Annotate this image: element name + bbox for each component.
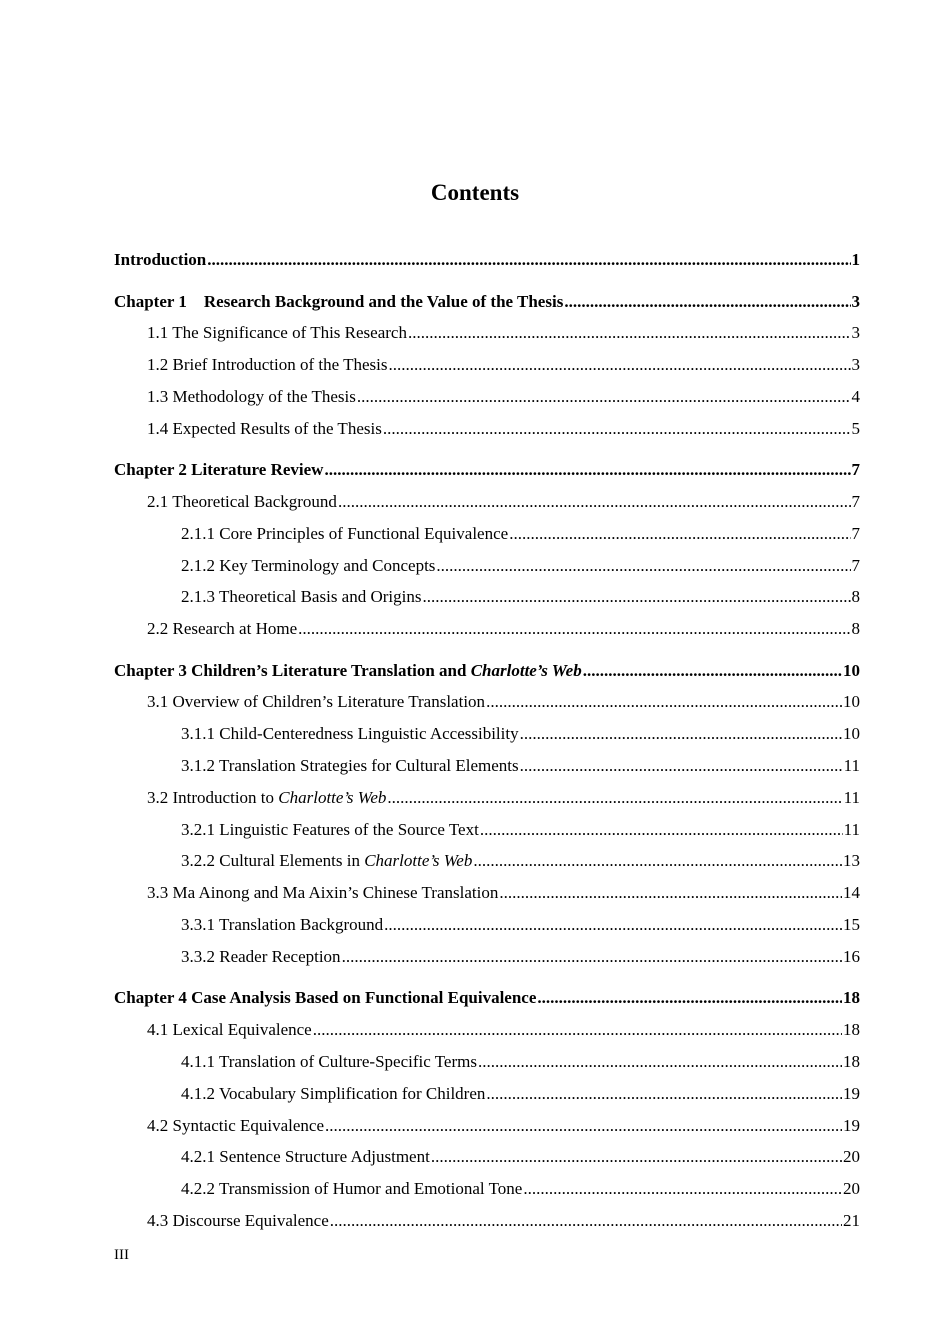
toc-entry-text: 3.2.1 Linguistic Features of the Source Text <box>181 820 479 839</box>
toc-page-number: 14 <box>843 883 860 902</box>
toc-entry-text: 1.1 The Significance of This Research <box>147 323 407 342</box>
toc-entry-label <box>147 619 297 639</box>
toc-entry-text: 4.2.1 Sentence Structure Adjustment <box>181 1147 430 1166</box>
toc-entry-label <box>181 1052 477 1072</box>
toc-section-entry[interactable] <box>181 947 860 969</box>
toc-dot-leader <box>207 250 850 270</box>
toc-section-entry[interactable] <box>181 1084 860 1106</box>
toc-entry-text: 1.3 Methodology of the Thesis <box>147 387 356 406</box>
toc-page-number: 15 <box>843 915 860 934</box>
toc-page-number: 7 <box>851 460 860 479</box>
toc-entry-label <box>114 661 582 681</box>
toc-dot-leader <box>330 1211 842 1231</box>
toc-page-number: 10 <box>843 661 860 680</box>
toc-page-number: 10 <box>843 724 860 743</box>
toc-dot-leader <box>564 292 850 312</box>
toc-section-entry[interactable] <box>181 820 860 842</box>
toc-entry-label <box>181 1147 430 1167</box>
toc-entry-text: 4.3 Discourse Equivalence <box>147 1211 329 1230</box>
toc-entry-text: 3.3 Ma Ainong and Ma Aixin’s Chinese Translation <box>147 883 499 902</box>
toc-section-entry[interactable] <box>181 587 860 609</box>
toc-dot-leader <box>499 883 842 903</box>
toc-page-number: 19 <box>843 1084 860 1103</box>
toc-entry-text: Chapter 4 Case Analysis Based on Functional Equivalence <box>114 988 537 1007</box>
toc-dot-leader <box>431 1147 842 1167</box>
toc-section-entry[interactable] <box>147 1116 860 1138</box>
toc-chapter-entry[interactable] <box>114 661 860 683</box>
toc-dot-leader <box>384 915 842 935</box>
toc-entry-label <box>147 788 386 808</box>
toc-entry-text: 2.1.1 Core Principles of Functional Equivalence <box>181 524 509 543</box>
toc-entry-text: 2.1.2 Key Terminology and Concepts <box>181 556 436 575</box>
toc-entry-text: 2.2 Research at Home <box>147 619 298 638</box>
toc-page-number: 8 <box>851 587 860 606</box>
toc-section-entry[interactable] <box>147 619 860 641</box>
toc-page-number: 20 <box>843 1147 860 1166</box>
toc-entry-text: 1.4 Expected Results of the Thesis <box>147 419 382 438</box>
toc-entry-text: 2.1.3 Theoretical Basis and Origins <box>181 587 422 606</box>
toc-section-entry[interactable] <box>181 756 860 778</box>
toc-dot-leader <box>537 988 842 1008</box>
toc-entry-label <box>181 915 383 935</box>
toc-entry-text: 3.1 Overview of Children’s Literature Translation <box>147 692 486 711</box>
toc-section-entry[interactable] <box>147 492 860 514</box>
toc-section-entry[interactable] <box>147 1211 860 1233</box>
toc-entry-text: 3.3.1 Translation Background <box>181 915 384 934</box>
toc-entry-label <box>114 460 323 480</box>
toc-entry-label <box>114 250 206 270</box>
toc-section-entry[interactable] <box>181 851 860 873</box>
toc-entry-text: 3.1.1 Child-Centeredness Linguistic Accessibility <box>181 724 519 743</box>
toc-dot-leader <box>520 724 842 744</box>
toc-page-number: 8 <box>851 619 860 638</box>
toc-page-number: 11 <box>843 788 860 807</box>
toc-entry-label <box>181 820 479 840</box>
toc-page-number: 18 <box>843 1052 860 1071</box>
toc-section-entry[interactable] <box>147 692 860 714</box>
toc-section-entry[interactable] <box>147 387 860 409</box>
toc-dot-leader <box>313 1020 842 1040</box>
toc-dot-leader <box>520 756 843 776</box>
toc-entry-text: Chapter 2 Literature Review <box>114 460 324 479</box>
toc-entry-text: 3.1.2 Translation Strategies for Cultural Elements <box>181 756 519 775</box>
toc-entry-label <box>147 419 382 439</box>
toc-entry-label <box>181 524 508 544</box>
toc-page-number: 20 <box>843 1179 860 1198</box>
toc-page-number: 1 <box>851 250 860 269</box>
toc-section-entry[interactable] <box>181 556 860 578</box>
toc-entry-text: 1.2 Brief Introduction of the Thesis <box>147 355 388 374</box>
toc-chapter-entry[interactable] <box>114 460 860 482</box>
toc-section-entry[interactable] <box>181 724 860 746</box>
toc-dot-leader <box>388 355 850 375</box>
toc-dot-leader <box>486 1084 842 1104</box>
toc-dot-leader <box>478 1052 842 1072</box>
toc-page-number: 10 <box>843 692 860 711</box>
toc-page-number: 13 <box>843 851 860 870</box>
toc-entry-label <box>114 988 536 1008</box>
toc-entry-label <box>181 1084 485 1104</box>
toc-entry-text: 2.1 Theoretical Background <box>147 492 337 511</box>
toc-entry-label <box>181 851 472 871</box>
toc-entry-text: 4.2 Syntactic Equivalence <box>147 1116 325 1135</box>
toc-entry-italic-title: Charlotte’s Web <box>364 851 473 870</box>
toc-entry-label <box>147 1020 312 1040</box>
toc-dot-leader <box>325 1116 842 1136</box>
toc-entry-label <box>181 1179 522 1199</box>
toc-section-entry[interactable] <box>147 355 860 377</box>
toc-dot-leader <box>436 556 850 576</box>
toc-entry-text: 3.3.2 Reader Reception <box>181 947 341 966</box>
toc-page-number: 7 <box>851 492 860 511</box>
toc-entry-text: 4.1.2 Vocabulary Simplification for Children <box>181 1084 486 1103</box>
toc-page-number: 3 <box>851 292 860 311</box>
toc-dot-leader <box>480 820 843 840</box>
toc-chapter-entry[interactable] <box>114 988 860 1010</box>
toc-dot-leader <box>473 851 842 871</box>
toc-entry-text: Chapter 3 Children’s Literature Translation and <box>114 661 471 680</box>
toc-section-entry[interactable] <box>147 323 860 345</box>
toc-dot-leader <box>422 587 850 607</box>
toc-entry-label <box>114 292 563 312</box>
toc-dot-leader <box>509 524 850 544</box>
toc-page-number: 18 <box>843 988 860 1007</box>
toc-page-number: 18 <box>843 1020 860 1039</box>
toc-section-entry[interactable] <box>147 1020 860 1042</box>
toc-chapter-entry[interactable] <box>114 250 860 272</box>
toc-page-number: 3 <box>851 323 860 342</box>
toc-entry-label <box>181 556 435 576</box>
toc-page-number: 5 <box>851 419 860 438</box>
toc-page-number: 19 <box>843 1116 860 1135</box>
toc-entry-label <box>147 492 337 512</box>
toc-dot-leader <box>338 492 851 512</box>
page-title: Contents <box>430 180 520 205</box>
toc-dot-leader <box>486 692 842 712</box>
toc-section-entry[interactable] <box>181 915 860 937</box>
toc-entry-label <box>147 387 356 407</box>
toc-entry-label <box>181 947 341 967</box>
toc-page-number: 11 <box>843 756 860 775</box>
toc-page-number: 3 <box>851 355 860 374</box>
toc-section-entry[interactable] <box>147 788 860 810</box>
toc-entry-label <box>181 724 519 744</box>
toc-entry-label <box>147 1116 324 1136</box>
toc-entry-text: 3.2 Introduction to <box>147 788 279 807</box>
toc-dot-leader <box>408 323 851 343</box>
toc-section-entry[interactable] <box>181 1052 860 1074</box>
toc-entry-label <box>147 355 387 375</box>
toc-page-number: 11 <box>843 820 860 839</box>
toc-page-number: 4 <box>851 387 860 406</box>
toc-section-entry[interactable] <box>181 1179 860 1201</box>
toc-section-entry[interactable] <box>181 524 860 546</box>
toc-dot-leader <box>387 788 842 808</box>
toc-page-number: 16 <box>843 947 860 966</box>
toc-entry-text: 3.2.2 Cultural Elements in <box>181 851 365 870</box>
toc-dot-leader <box>383 419 851 439</box>
toc-entry-label <box>147 692 485 712</box>
toc-section-entry[interactable] <box>147 419 860 441</box>
page-number: III <box>114 1247 129 1263</box>
toc-dot-leader <box>342 947 842 967</box>
toc-entry-text: 4.1 Lexical Equivalence <box>147 1020 312 1039</box>
toc-entry-label <box>147 1211 329 1231</box>
toc-section-entry[interactable] <box>147 883 860 905</box>
toc-section-entry[interactable] <box>181 1147 860 1169</box>
toc-entry-label <box>181 587 421 607</box>
toc-entry-text: 4.1.1 Translation of Culture-Specific Terms <box>181 1052 477 1071</box>
toc-entry-text: Chapter 1 Research Background and the Value of the Thesis <box>114 292 564 311</box>
toc-dot-leader <box>298 619 850 639</box>
toc-dot-leader <box>324 460 850 480</box>
toc-entry-label <box>181 756 519 776</box>
toc-entry-label <box>147 883 498 903</box>
toc-dot-leader <box>357 387 851 407</box>
toc-dot-leader <box>583 661 842 681</box>
toc-entry-label <box>147 323 407 343</box>
toc-entry-text: Introduction <box>114 250 207 269</box>
toc-page-number: 7 <box>851 556 860 575</box>
toc-entry-italic-title: Charlotte’s Web <box>278 788 387 807</box>
toc-chapter-entry[interactable] <box>114 292 860 314</box>
toc-entry-italic-title: Charlotte’s Web <box>470 661 582 680</box>
toc-dot-leader <box>523 1179 842 1199</box>
toc-entry-text: 4.2.2 Transmission of Humor and Emotional Tone <box>181 1179 523 1198</box>
toc-page-number: 21 <box>843 1211 860 1230</box>
toc-page-number: 7 <box>851 524 860 543</box>
